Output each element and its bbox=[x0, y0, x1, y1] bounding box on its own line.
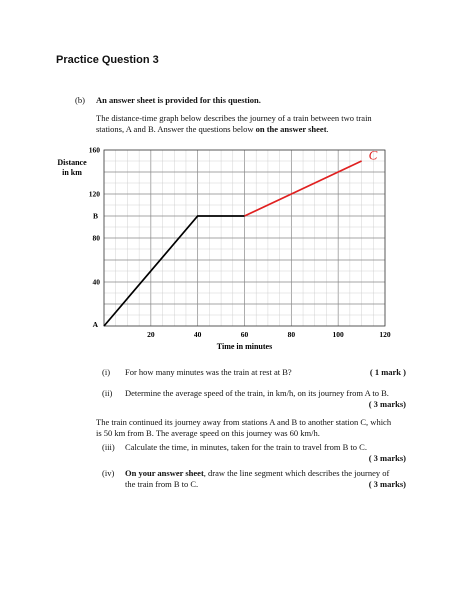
origin-label: A bbox=[92, 320, 98, 329]
question-1-number: (i) bbox=[102, 367, 111, 377]
y-tick-label: 160 bbox=[88, 145, 100, 155]
y-tick-label: 40 bbox=[92, 277, 100, 287]
x-tick-label: 100 bbox=[332, 330, 344, 339]
question-4-number: (iv) bbox=[102, 468, 115, 478]
x-tick-label: 60 bbox=[240, 330, 249, 339]
x-tick-label: 120 bbox=[379, 330, 391, 339]
intro-line-2: stations, A and B. Answer the questions below on the answer sheet. bbox=[96, 124, 329, 134]
answer-sheet-notice: An answer sheet is provided for this question. bbox=[96, 95, 261, 105]
chart-grid bbox=[104, 147, 385, 326]
page-title: Practice Question 3 bbox=[56, 54, 159, 66]
y-axis-label-line-2: in km bbox=[62, 168, 82, 177]
intro-line-1: The distance-time graph below describes the journey of a train between two train bbox=[96, 113, 372, 123]
question-2-marks: ( 3 marks) bbox=[368, 399, 406, 409]
part-label: (b) bbox=[75, 95, 85, 105]
y-axis-label: Distance bbox=[57, 158, 87, 167]
x-tick-label: 40 bbox=[193, 330, 202, 339]
question-1-text: For how many minutes was the train at rest at B? bbox=[125, 367, 292, 377]
x-axis-label: Time in minutes bbox=[216, 342, 273, 351]
chart-labels bbox=[57, 146, 391, 352]
y-tick-label: 120 bbox=[88, 189, 100, 199]
annotation-label: C bbox=[368, 147, 378, 163]
question-3-marks: ( 3 marks) bbox=[368, 453, 406, 463]
y-letter-label: B bbox=[92, 211, 98, 221]
x-tick-label: 20 bbox=[147, 330, 155, 339]
question-2-text: Determine the average speed of the train, in km/h, on its journey from A to B. bbox=[125, 388, 389, 398]
question-4-marks: ( 3 marks) bbox=[368, 479, 406, 489]
question-3-text: Calculate the time, in minutes, taken for the train to travel from B to C. bbox=[125, 442, 367, 452]
question-4-line-1: On your answer sheet, draw the line segment which describes the journey of bbox=[125, 468, 390, 478]
question-2-number: (ii) bbox=[102, 388, 113, 398]
question-3-number: (iii) bbox=[102, 442, 115, 452]
question-1-marks: ( 1 mark ) bbox=[369, 367, 406, 377]
y-tick-label: 80 bbox=[92, 233, 100, 243]
continuation-line-1: The train continued its journey away from stations A and B to another station C, which bbox=[96, 417, 392, 427]
x-tick-label: 80 bbox=[287, 330, 296, 339]
question-4-line-2: the train from B to C. bbox=[125, 479, 199, 489]
continuation-line-2: is 50 km from B. The average speed on this journey was 60 km/h. bbox=[96, 428, 320, 438]
